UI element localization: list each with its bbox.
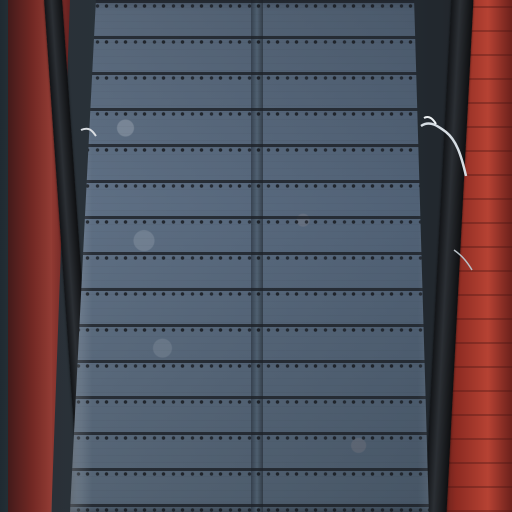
- right-rope-tie: [424, 117, 436, 124]
- walkway-surface-texture: [70, 0, 440, 512]
- metal-walkway: [70, 0, 440, 512]
